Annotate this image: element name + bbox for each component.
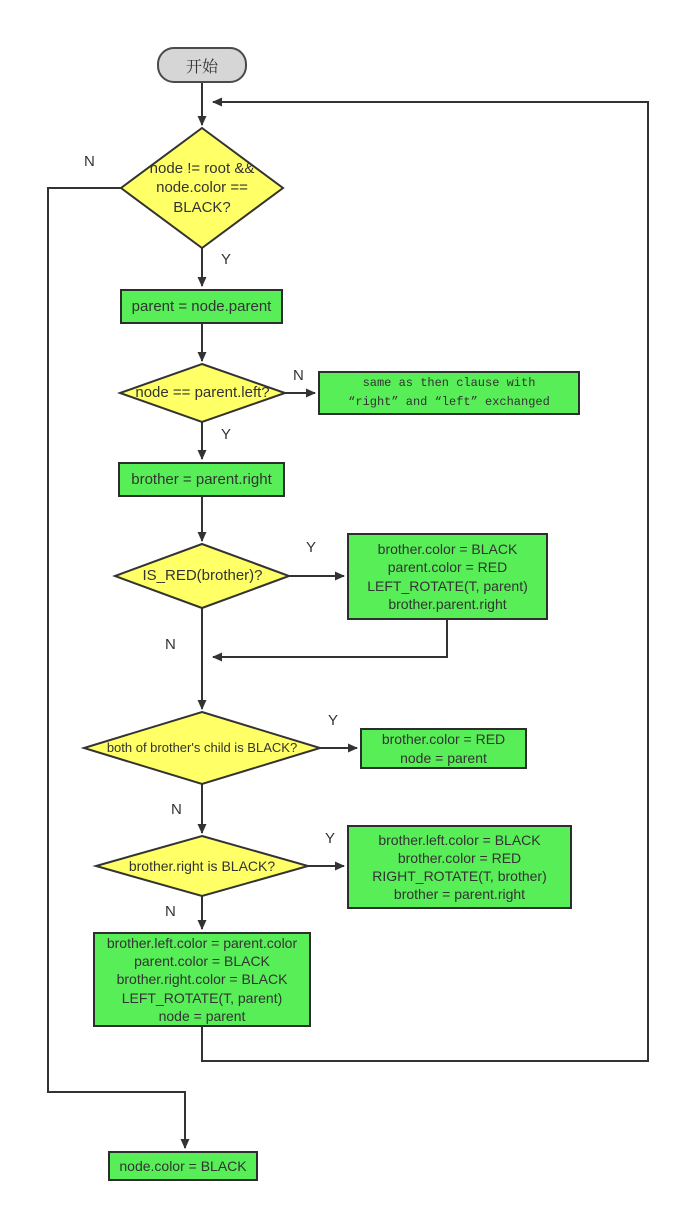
right-black-yes-line: RIGHT_ROTATE(T, brother): [372, 868, 547, 884]
loop-condition-text: [130, 149, 274, 227]
label-right-yes: Y: [325, 830, 336, 847]
edge-isred-yes-merge: [213, 620, 447, 657]
final-fix-line: brother.left.color = parent.color: [106, 935, 298, 952]
label-loop-yes: Y: [221, 251, 232, 268]
assign-parent-box: parent = node.parent: [120, 289, 283, 324]
label-isred-no: N: [165, 636, 176, 653]
final-fix-line: LEFT_ROTATE(T, parent): [121, 989, 283, 1006]
set-black-box: node.color = BLACK: [108, 1151, 258, 1181]
is-left-text: node == parent.left?: [135, 384, 270, 402]
label-isred-yes: Y: [306, 539, 317, 556]
is-red-yes-line: brother.parent.right: [388, 595, 507, 612]
loop-condition-line: BLACK?: [173, 198, 231, 216]
mirror-note-box: [318, 371, 580, 415]
final-fix-line: brother.right.color = BLACK: [116, 971, 288, 988]
label-loop-no: N: [84, 153, 95, 170]
is-red-yes-line: LEFT_ROTATE(T, parent): [367, 577, 528, 594]
mirror-note-line: same as then clause with: [362, 376, 536, 391]
final-fix-line: node = parent: [158, 1007, 246, 1024]
right-black-yes-line: brother = parent.right: [393, 886, 526, 903]
both-black-yes-line: node = parent: [400, 749, 487, 766]
is-red-text: IS_RED(brother)?: [142, 567, 263, 585]
right-black-yes-box: [347, 825, 572, 909]
loop-condition-line: node != root &&: [149, 159, 255, 177]
assign-brother-box: brother = parent.right: [118, 462, 285, 497]
both-black-yes-line: brother.color = RED: [381, 731, 506, 748]
label-isleft-no: N: [293, 367, 304, 384]
right-black-yes-line: brother.left.color = BLACK: [378, 831, 541, 848]
label-both-yes: Y: [328, 712, 339, 729]
loop-condition-line: node.color ==: [156, 179, 248, 197]
is-red-yes-line: brother.color = BLACK: [377, 541, 518, 558]
mirror-note-line: “right” and “left” exchanged: [348, 395, 550, 409]
right-black-text: brother.right is BLACK?: [128, 857, 276, 874]
label-right-no: N: [165, 903, 176, 920]
label-isleft-yes: Y: [221, 426, 232, 443]
final-fix-box: [93, 932, 311, 1027]
label-both-no: N: [171, 801, 182, 818]
final-fix-line: parent.color = BLACK: [134, 953, 270, 970]
both-black-text: both of brother's child is BLACK?: [106, 739, 298, 755]
is-red-yes-box: [347, 533, 548, 620]
is-red-yes-line: parent.color = RED: [387, 559, 508, 576]
start-node: 开始: [157, 47, 247, 83]
right-black-yes-line: brother.color = RED: [397, 849, 522, 866]
both-black-yes-box: [360, 728, 527, 769]
